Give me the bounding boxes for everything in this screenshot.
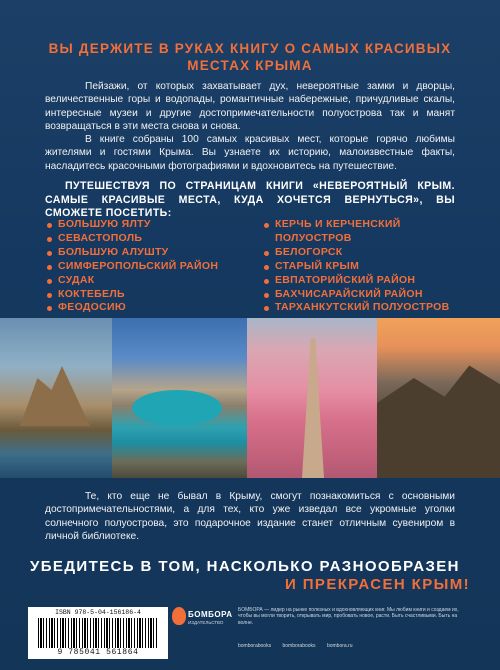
visit-heading: ПУТЕШЕСТВУЯ ПО СТРАНИЦАМ КНИГИ «НЕВЕРОЯТНЫЙ КРЫМ. САМЫЕ КРАСИВЫЕ МЕСТА, КУДА ХОЧЕТСЯ ВЕРНУТЬСЯ», ВЫ СМОЖЕТЕ ПОСЕТИТЬ:	[45, 180, 455, 220]
closing-paragraph: Те, кто еще не бывал в Крыму, смогут познакомиться с основными достопримечательностями, а для тех, кто уже изведал все укромные уголки солнечного полуострова, это подарочное издание станет отличным сувениром в личной библиотеке.	[45, 491, 455, 543]
photo-turquoise-lake	[112, 318, 247, 478]
photo-strip	[0, 318, 500, 478]
list-item: СИМФЕРОПОЛЬСКИЙ РАЙОН	[45, 260, 245, 274]
list-item: БОЛЬШУЮ ЯЛТУ	[45, 218, 245, 232]
photo-rocky-coast	[0, 318, 115, 478]
list-item: БЕЛОГОРСК	[262, 246, 472, 260]
list-item: ФЕОДОСИЮ	[45, 301, 245, 315]
barcode-bars	[38, 618, 158, 648]
social-link-3: bombora.ru	[326, 643, 353, 649]
social-link-2: bomborabooks	[282, 643, 316, 649]
publisher-mark-icon	[172, 607, 186, 625]
list-item: ЕВПАТОРИЙСКИЙ РАЙОН	[262, 274, 472, 288]
barcode	[28, 607, 168, 659]
list-item: КЕРЧЬ И КЕРЧЕНСКИЙ ПОЛУОСТРОВ	[262, 218, 472, 246]
barcode-digits: 9 785041 561864	[57, 648, 139, 657]
publisher-name: БОМБОРА	[188, 610, 233, 619]
social-link-1: bomborabooks	[238, 643, 272, 649]
places-list-left	[45, 218, 245, 315]
places-list-right	[262, 218, 472, 315]
list-item: ТАРХАНКУТСКИЙ ПОЛУОСТРОВ	[262, 301, 472, 315]
list-item: БОЛЬШУЮ АЛУШТУ	[45, 246, 245, 260]
list-item: БАХЧИСАРАЙСКИЙ РАЙОН	[262, 288, 472, 302]
intro-paragraph-2: В книге собраны 100 самых красивых мест, которые горячо любимы жителями и гостями Крыма. Вы узнаете их историю, малоизвестные факты, насладитесь красочными фотографиями и вдохновитесь на путешествие.	[45, 134, 455, 172]
book-title-heading: ВЫ ДЕРЖИТЕ В РУКАХ КНИГУ О САМЫХ КРАСИВЫХ МЕСТАХ КРЫМА	[48, 41, 452, 73]
publisher-logo	[172, 607, 233, 647]
intro-paragraph-1: Пейзажи, от которых захватывает дух, невероятные замки и дворцы, величественные горы и водопады, романтичные набережные, причудливые скалы, интересные музеи и другие достопримечательности полуострова так и манят возвращаться в эти места снова и снова.	[45, 81, 455, 133]
list-item: СТАРЫЙ КРЫМ	[262, 260, 472, 274]
list-item: КОКТЕБЕЛЬ	[45, 288, 245, 302]
list-item: СЕВАСТОПОЛЬ	[45, 232, 245, 246]
publisher-blurb: БОМБОРА — лидер на рынке полезных и вдохновляющих книг. Мы любим книги и создаем их, чтобы вы могли творить, открывать мир, пробовать новое, расти. Быть счастливыми. Быть на волне.	[238, 607, 459, 626]
publisher-subtitle: ИЗДАТЕЛЬСТВО	[188, 620, 224, 625]
photo-fortress-sunset	[377, 318, 500, 478]
slogan-line-1: УБЕДИТЕСЬ В ТОМ, НАСКОЛЬКО РАЗНООБРАЗЕН	[30, 558, 460, 575]
isbn-text: ISBN 978-5-04-156186-4	[55, 609, 141, 616]
social-links	[238, 643, 473, 649]
slogan-line-2: И ПРЕКРАСЕН КРЫМ!	[284, 576, 470, 593]
photo-pink-lake	[247, 318, 377, 478]
list-item: СУДАК	[45, 274, 245, 288]
